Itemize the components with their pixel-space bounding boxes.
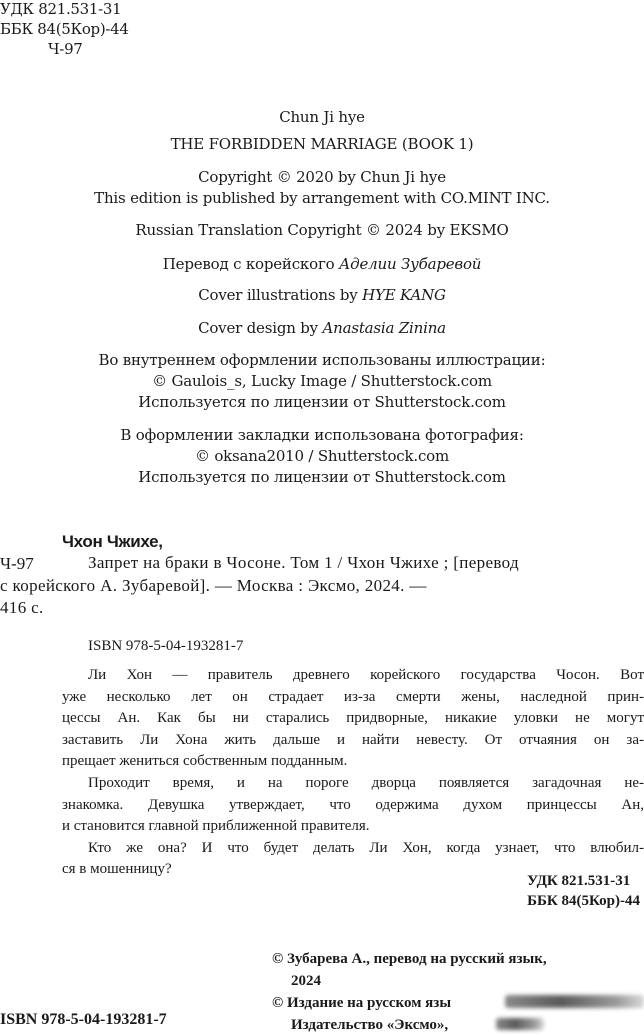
udk-code-bottom: УДК 821.531-31 — [527, 873, 631, 889]
catalog-line-3: 416 с. — [0, 598, 44, 617]
copyright-notice-2-cont: Издательство «Эксмо», — [291, 1017, 449, 1033]
annotation-line: уже несколько лет он страдает из-за смерти жены, наследной прин- — [62, 688, 644, 705]
author-en: Chun Ji hye — [279, 108, 365, 126]
copyright-line-1: Copyright © 2020 by Chun Ji hye — [198, 168, 446, 186]
bookmark-credit-line-3: Используется по лицензии от Shutterstock.com — [138, 468, 506, 486]
copyright-line-2: This edition is published by arrangement with CO.MINT INC. — [94, 189, 550, 207]
translator-prefix: Перевод с корейского — [162, 255, 339, 273]
udk-code-top: УДК 821.531-31 — [0, 0, 122, 18]
isbn-bottom: ISBN 978-5-04-193281-7 — [0, 1011, 167, 1028]
copyright-notices — [272, 948, 644, 1036]
annotation-line: ся в мошенницу? — [62, 861, 172, 878]
annotation-line: знакомка. Девушка утверждает, что одержима духом принцессы Ан, — [62, 796, 644, 813]
copyright-notice-1: © Зубарева А., перевод на русский язык, — [272, 951, 547, 967]
cover-design-credit — [0, 318, 644, 340]
catalog-author: Чхон Чжихе, — [62, 532, 163, 551]
bbk-code-bottom: ББК 84(5Кор)-44 — [527, 893, 640, 909]
copyright-notice-1-cont: 2024 — [291, 973, 321, 989]
redaction-smudge — [496, 1018, 544, 1030]
annotation-line: Ли Хон — правитель древнего корейского государства Чосон. Вот — [88, 667, 644, 683]
classification-codes-bottom — [527, 871, 640, 911]
translation-copyright: Russian Translation Copyright © 2024 by EKSMO — [135, 221, 509, 239]
catalog-cutter-code: Ч-97 — [0, 554, 34, 573]
interior-credit-line-1: Во внутреннем оформлении использованы иллюстрации: — [98, 351, 546, 369]
bbk-code-top: ББК 84(5Кор)-44 — [0, 20, 129, 38]
catalog-isbn: ISBN 978-5-04-193281-7 — [88, 638, 244, 654]
cover-illustrations-name: HYE KANG — [362, 286, 446, 304]
redaction-smudge — [505, 995, 644, 1008]
bookmark-credit-line-1: В оформлении закладки использована фотография: — [120, 426, 524, 444]
cover-design-prefix: Cover design by — [198, 319, 323, 337]
annotation-line: цессы Ан. Как бы ни старались придворные, никакие уловки не могут — [62, 710, 644, 727]
translator-name: Аделии Зубаревой — [339, 255, 482, 273]
annotation-line: и становится главной приближенной правителя. — [62, 818, 370, 835]
cover-illustrations-credit — [0, 285, 644, 307]
annotation — [62, 665, 644, 881]
bookmark-credit-line-2: © oksana2010 / Shutterstock.com — [194, 447, 450, 465]
catalog-line-2: с корейского А. Зубаревой]. — Москва : Эксмо, 2024. — — [0, 575, 427, 595]
cover-illustrations-prefix: Cover illustrations by — [198, 286, 363, 304]
annotation-line: заставить Ли Хона жить дальше и найти невесту. От отчаяния он за- — [62, 731, 644, 748]
annotation-line: прещает жениться собственным подданным. — [62, 753, 348, 770]
annotation-line: Проходит время, и на пороге дворца появляется загадочная не- — [88, 774, 644, 791]
translator-credit — [0, 254, 644, 276]
cutter-code-top: Ч-97 — [48, 40, 83, 58]
interior-credit-line-2: © Gaulois_s, Lucky Image / Shutterstock.com — [152, 372, 492, 390]
cover-design-name: Anastasia Zinina — [322, 319, 446, 337]
annotation-line: Кто же она? И что будет делать Ли Хон, когда узнает, что влюбил- — [88, 839, 644, 856]
interior-credit-line-3: Используется по лицензии от Shutterstock.com — [138, 393, 506, 411]
catalog-line-1: Запрет на браки в Чосоне. Том 1 / Чхон Чжихе ; [перевод — [88, 553, 519, 572]
copyright-notice-2: © Издание на русском язы — [272, 995, 452, 1011]
title-en: THE FORBIDDEN MARRIAGE (BOOK 1) — [170, 135, 474, 153]
